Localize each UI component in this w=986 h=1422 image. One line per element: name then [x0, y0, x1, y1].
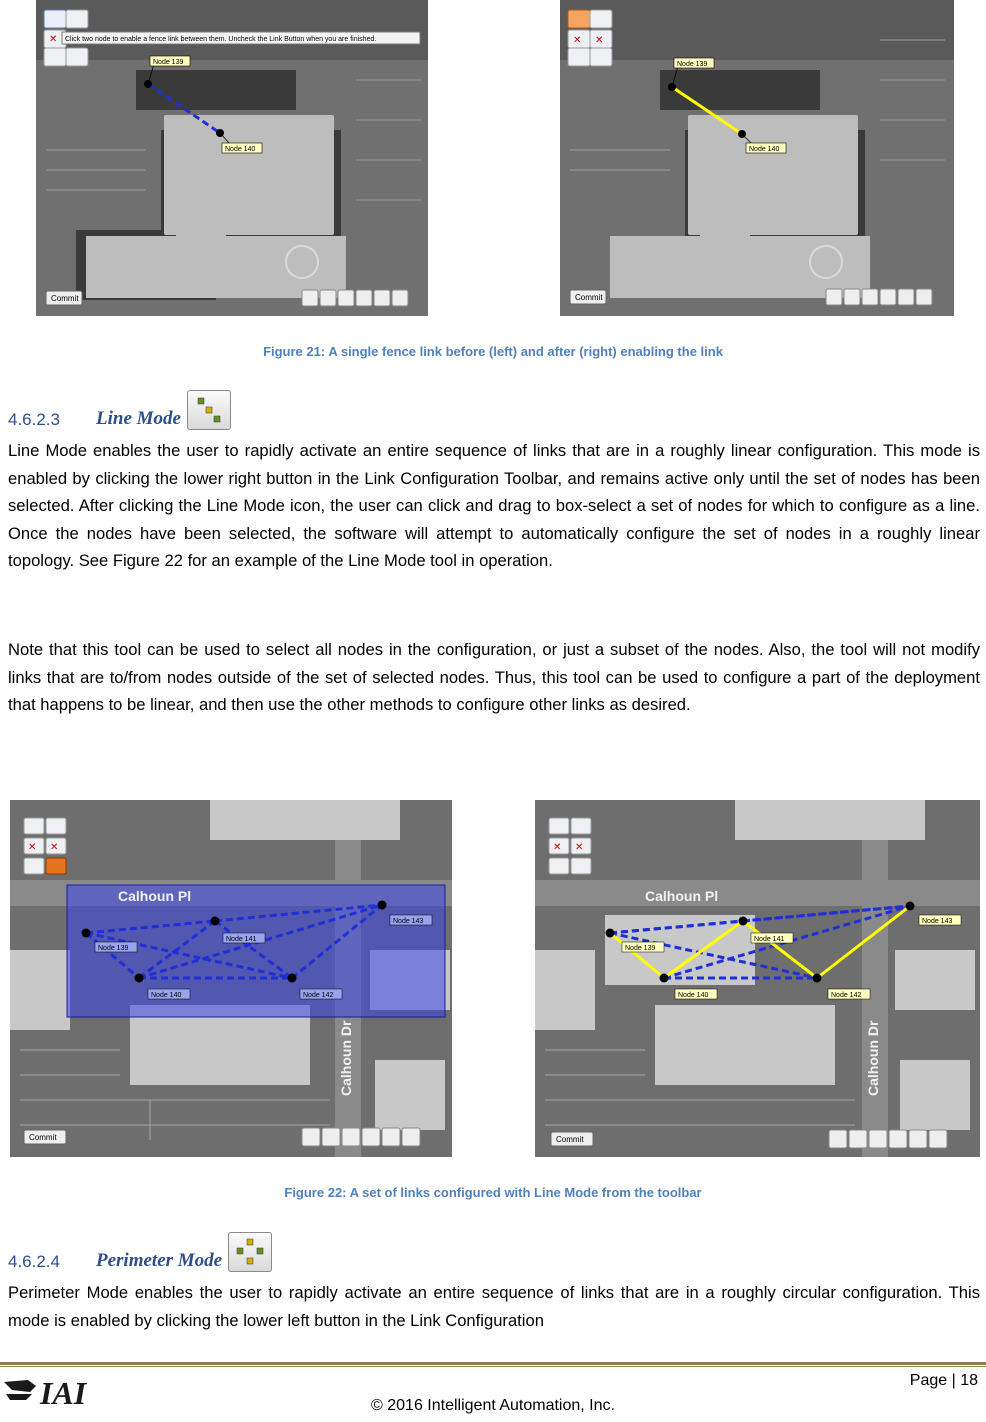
- link-button[interactable]: [549, 818, 569, 834]
- refresh-button[interactable]: [402, 1128, 420, 1146]
- node-label: Node 139: [677, 61, 708, 68]
- section-number: 4.6.2.4: [8, 1252, 60, 1271]
- refresh-button[interactable]: [929, 1130, 947, 1148]
- section-heading-line-mode: [8, 386, 231, 430]
- figure21-left-screenshot: [36, 0, 428, 316]
- refresh-button[interactable]: [916, 289, 932, 305]
- node-label: Node 139: [153, 59, 184, 66]
- node-label: Node 140: [151, 992, 182, 999]
- perimeter-mode-button[interactable]: [24, 858, 44, 874]
- logo-text: IAI: [40, 1375, 87, 1410]
- draw-tool-button[interactable]: [829, 1130, 847, 1148]
- zoom-in-button[interactable]: [880, 289, 896, 305]
- section-title: Line Mode: [96, 408, 181, 429]
- node-marker[interactable]: [668, 83, 676, 91]
- node-marker[interactable]: [135, 974, 144, 983]
- svg-text:✕: ✕: [553, 842, 562, 853]
- commit-label: Commit: [575, 293, 603, 302]
- zoom-in-button[interactable]: [889, 1130, 907, 1148]
- svg-text:✕: ✕: [50, 842, 59, 853]
- link-button[interactable]: [24, 818, 44, 834]
- commit-label: Commit: [556, 1135, 584, 1144]
- color-tool-button[interactable]: [320, 290, 336, 306]
- node-label: Node 140: [678, 992, 709, 999]
- node-marker[interactable]: [660, 974, 669, 983]
- unlink-button[interactable]: [46, 818, 66, 834]
- node-marker[interactable]: [82, 929, 91, 938]
- draw-tool-button[interactable]: [302, 1128, 320, 1146]
- line-mode-button[interactable]: [571, 858, 591, 874]
- perimeter-mode-icon: [228, 1232, 272, 1272]
- line-mode-button[interactable]: [66, 48, 88, 66]
- node-marker[interactable]: [144, 80, 152, 88]
- color-tool-button[interactable]: [322, 1128, 340, 1146]
- line-mode-button[interactable]: [46, 858, 66, 874]
- node-label: Node 142: [303, 992, 334, 999]
- page-number: Page | 18: [909, 1372, 978, 1389]
- commit-label: Commit: [51, 294, 79, 303]
- color-tool-button[interactable]: [849, 1130, 867, 1148]
- node-marker[interactable]: [738, 130, 746, 138]
- figure21-caption: Figure 21: A single fence link before (left) and after (right) enabling the link: [263, 344, 723, 359]
- perimeter-mode-button[interactable]: [568, 48, 590, 66]
- svg-text:✕: ✕: [49, 34, 58, 45]
- node-marker[interactable]: [211, 917, 220, 926]
- node-marker[interactable]: [288, 974, 297, 983]
- svg-text:✕: ✕: [573, 35, 582, 46]
- node-label: Node 142: [831, 992, 862, 999]
- home-button[interactable]: [342, 1128, 360, 1146]
- unlink-button[interactable]: [571, 818, 591, 834]
- perimeter-mode-button[interactable]: [549, 858, 569, 874]
- figure22-caption: Figure 22: A set of links configured with Line Mode from the toolbar: [284, 1185, 702, 1200]
- line-mode-button[interactable]: [590, 48, 612, 66]
- color-tool-button[interactable]: [844, 289, 860, 305]
- svg-text:✕: ✕: [595, 35, 604, 46]
- node-marker[interactable]: [739, 917, 748, 926]
- street-label: Calhoun Dr: [865, 1020, 881, 1096]
- zoom-in-button[interactable]: [356, 290, 372, 306]
- paragraph: Line Mode enables the user to rapidly activate an entire sequence of links that are in a roughly linear configuration. This mode is enabled by clicking the lower right button in the Link Configuration Toolbar, and remains active only until the set of nodes has been selected. After clicking the Line Mode icon, the user can click and drag to box-select a set of nodes for which to configure as a line. Once the nodes have been selected, the software will attempt to automatically configure the set of nodes in a roughly linear topology. See Figure 22 for an example of the Line Mode tool in operation.: [8, 441, 980, 570]
- footer-rule: [0, 1366, 986, 1367]
- street-label: Calhoun Pl: [118, 888, 192, 904]
- node-label: Node 139: [625, 945, 656, 952]
- zoom-in-button[interactable]: [362, 1128, 380, 1146]
- zoom-out-button[interactable]: [374, 290, 390, 306]
- draw-tool-button[interactable]: [302, 290, 318, 306]
- commit-label: Commit: [29, 1133, 57, 1142]
- zoom-out-button[interactable]: [898, 289, 914, 305]
- tooltip-text: Click two node to enable a fence link between them. Uncheck the Link Button when you are finished.: [65, 36, 377, 43]
- unlink-button[interactable]: [590, 10, 612, 28]
- zoom-out-button[interactable]: [382, 1128, 400, 1146]
- node-label: Node 140: [749, 146, 780, 153]
- node-label: Node 139: [98, 945, 129, 952]
- node-label: Node 141: [754, 936, 785, 943]
- home-button[interactable]: [338, 290, 354, 306]
- node-label: Node 141: [226, 936, 257, 943]
- figure22-right-screenshot: [535, 800, 980, 1157]
- link-toolbar: [568, 10, 612, 66]
- perimeter-mode-button[interactable]: [44, 48, 66, 66]
- node-label: Node 143: [922, 918, 953, 925]
- unlink-button[interactable]: [66, 10, 88, 28]
- paragraph: Note that this tool can be used to select all nodes in the configuration, or just a subset of the nodes. Also, the tool will not modify links that are to/from nodes outside of the set of selected nodes. Thus, this tool can be used to configure a part of the deployment that happens to be linear, and then use the other methods to configure other links as desired.: [8, 640, 980, 714]
- paragraph: Perimeter Mode enables the user to rapidly activate an entire sequence of links that are in a roughly circular configuration. This mode is enabled by clicking the lower left button in the Link Configuration: [8, 1283, 980, 1330]
- node-marker[interactable]: [378, 901, 387, 910]
- home-button[interactable]: [869, 1130, 887, 1148]
- figure21-right-screenshot: [560, 0, 954, 316]
- link-button[interactable]: [44, 10, 66, 28]
- footer-rule: [0, 1362, 986, 1365]
- node-label: Node 140: [225, 146, 256, 153]
- line-mode-icon: [187, 390, 231, 430]
- street-label: Calhoun Pl: [645, 888, 719, 904]
- svg-text:✕: ✕: [28, 842, 37, 853]
- node-marker[interactable]: [906, 902, 915, 911]
- copyright: © 2016 Intelligent Automation, Inc.: [371, 1397, 615, 1414]
- figure22-left-screenshot: [10, 800, 452, 1157]
- section-title: Perimeter Mode: [96, 1250, 223, 1271]
- svg-text:✕: ✕: [575, 842, 584, 853]
- section-number: 4.6.2.3: [8, 410, 60, 429]
- section-heading-perimeter-mode: [8, 1228, 272, 1272]
- home-button[interactable]: [862, 289, 878, 305]
- node-marker[interactable]: [606, 929, 615, 938]
- refresh-button[interactable]: [392, 290, 408, 306]
- node-marker[interactable]: [813, 974, 822, 983]
- node-marker[interactable]: [216, 129, 224, 137]
- node-label: Node 143: [393, 918, 424, 925]
- draw-tool-button[interactable]: [826, 289, 842, 305]
- link-button[interactable]: [568, 10, 590, 28]
- street-label: Calhoun Dr: [338, 1020, 354, 1096]
- zoom-out-button[interactable]: [909, 1130, 927, 1148]
